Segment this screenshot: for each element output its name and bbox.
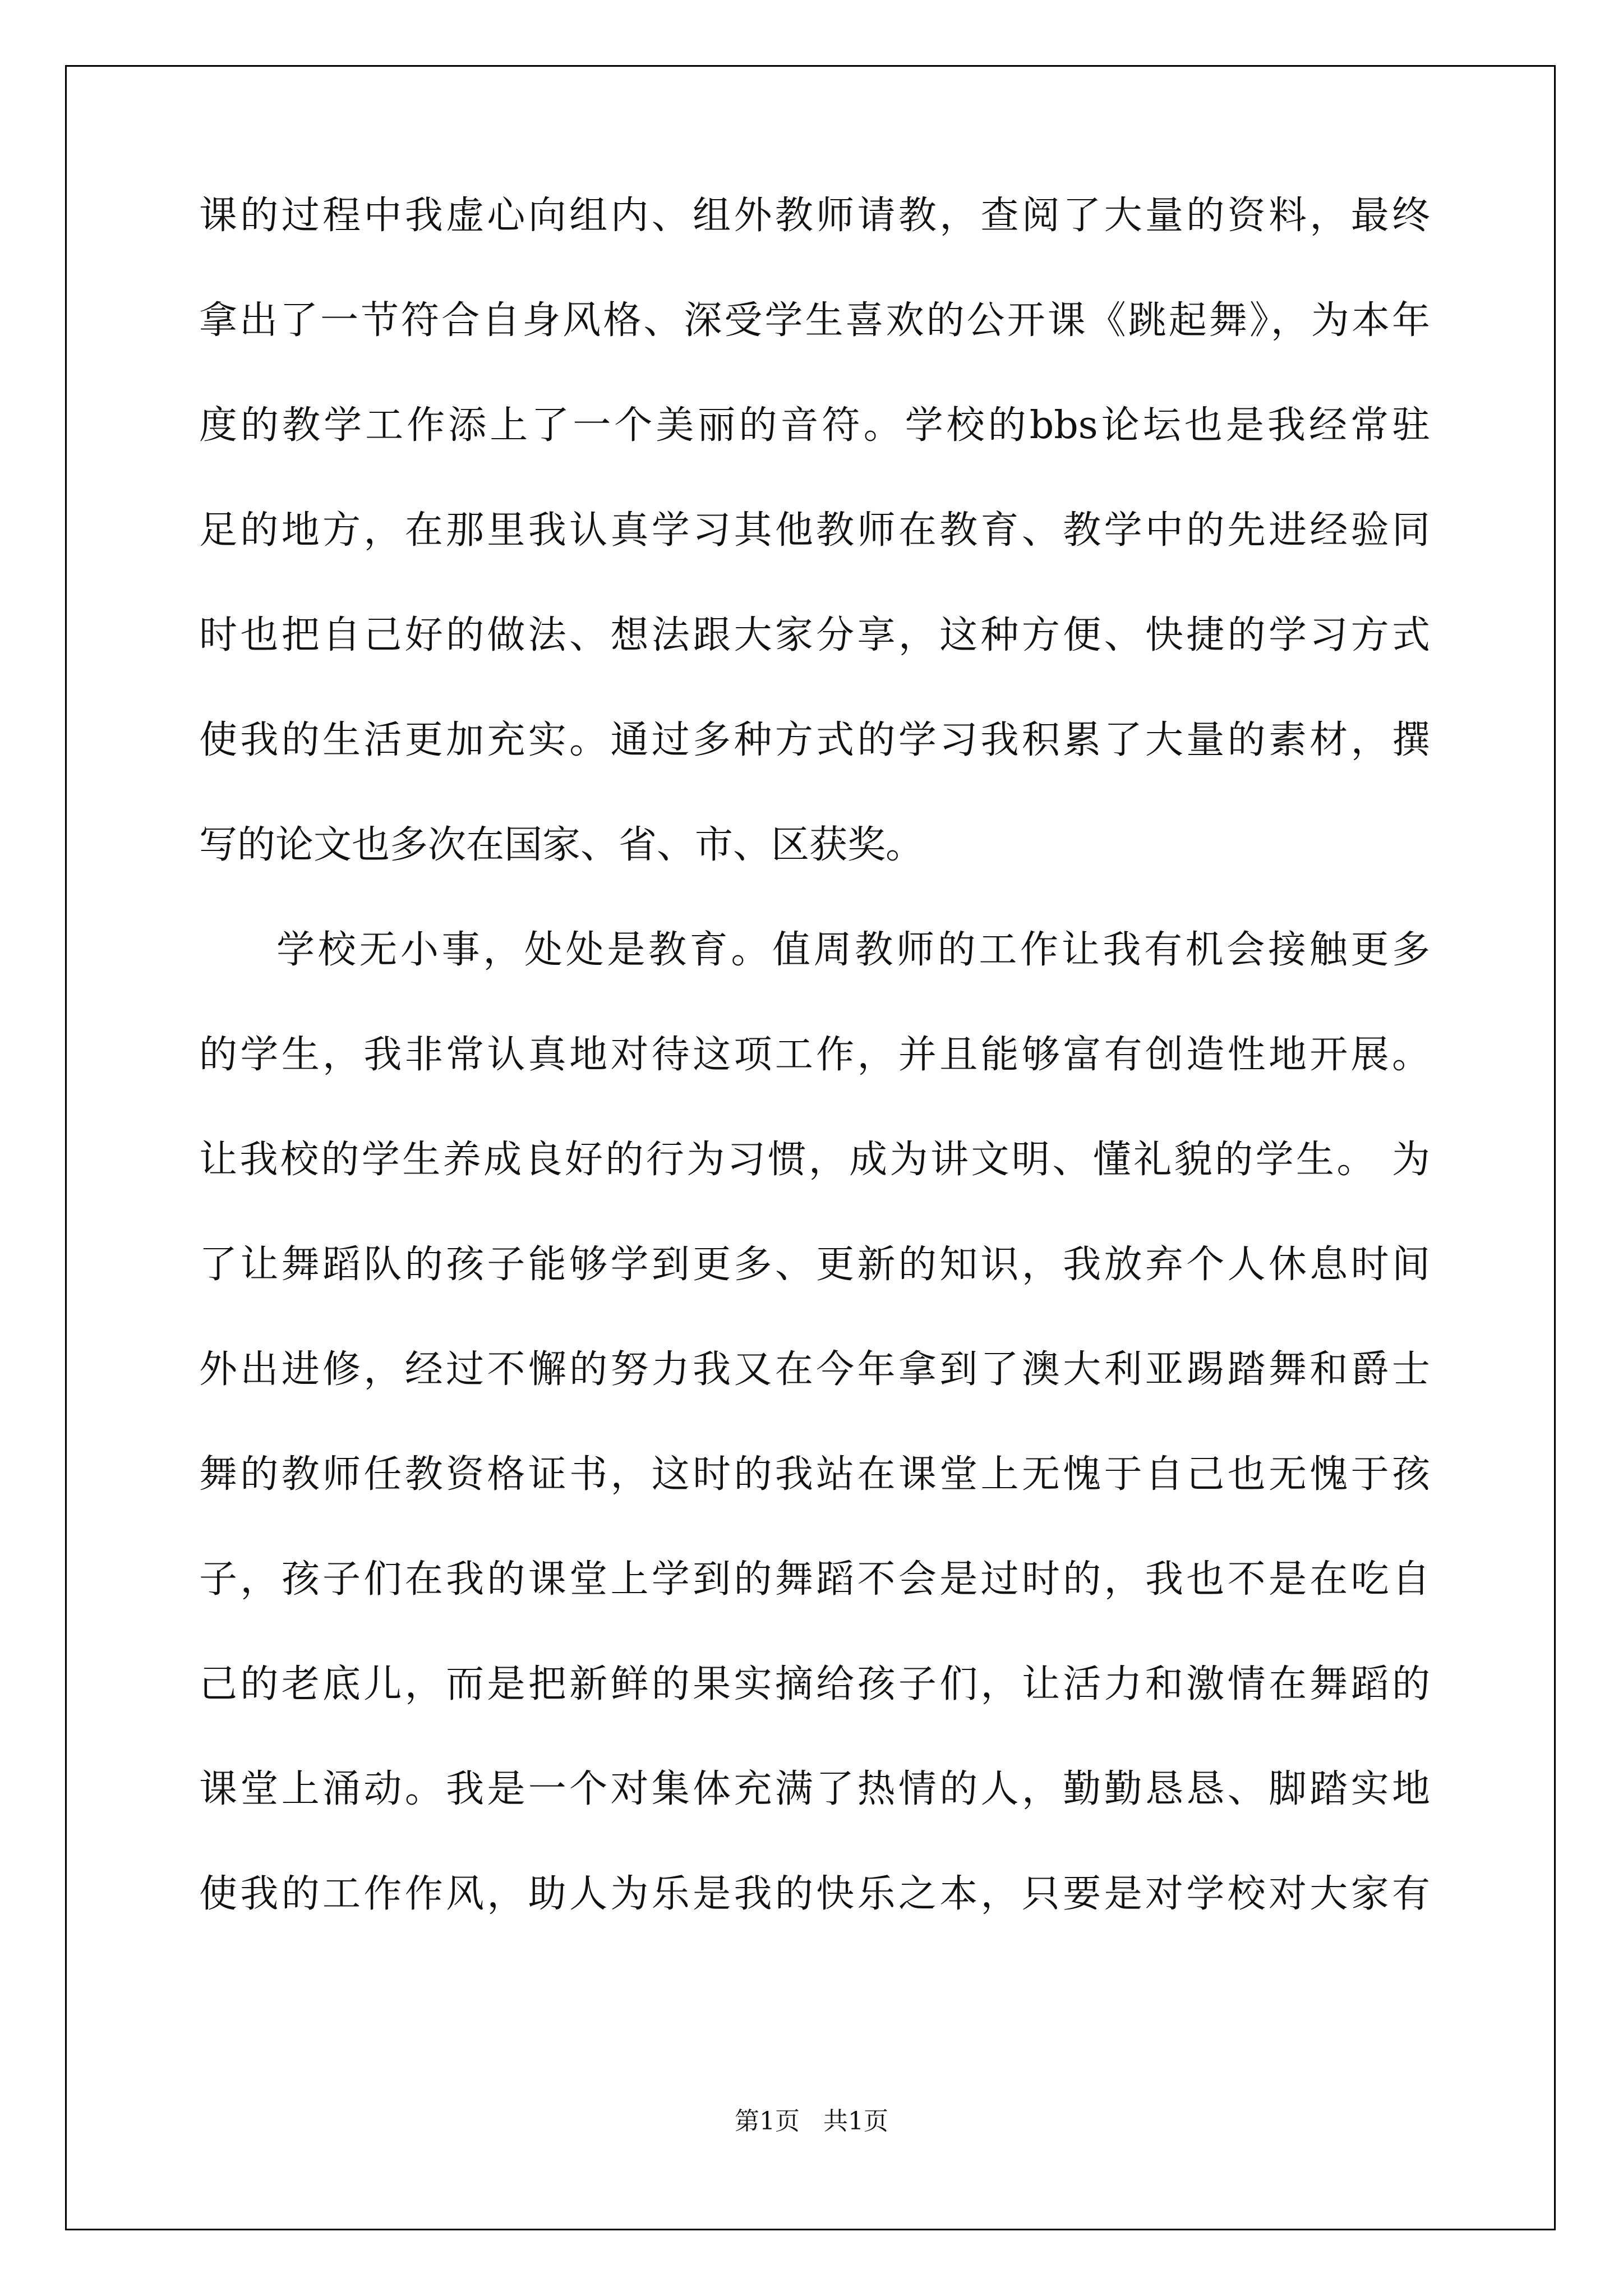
paragraph-start-line: 学校无小事，处处是教育。值周教师的工作让我有机会接触更多	[276, 928, 1430, 972]
text-line: 己的老底儿，而是把新鲜的果实摘给孩子们，让活力和激情在舞蹈的	[199, 1662, 1430, 1706]
text-line: 使我的生活更加充实。通过多种方式的学习我积累了大量的素材，撰	[199, 718, 1430, 762]
text-line: 外出进修，经过不懈的努力我又在今年拿到了澳大利亚踢踏舞和爵士	[199, 1347, 1430, 1392]
page-number-footer: 第1页 共1页	[735, 2107, 888, 2136]
text-line: 使我的工作作风，助人为乐是我的快乐之本，只要是对学校对大家有	[199, 1872, 1430, 1916]
text-line: 写的论文也多次在国家、省、市、区获奖。	[199, 823, 924, 867]
text-line: 让我校的学生养成良好的行为习惯，成为讲文明、懂礼貌的学生。 为	[199, 1138, 1430, 1182]
text-line: 了让舞蹈队的孩子能够学到更多、更新的知识，我放弃个人休息时间	[199, 1243, 1430, 1287]
text-line: 舞的教师任教资格证书，这时的我站在课堂上无愧于自己也无愧于孩	[199, 1452, 1430, 1497]
text-line: 度的教学工作添上了一个美丽的音符。学校的bbs论坛也是我经常驻	[199, 403, 1430, 448]
text-line: 课堂上涌动。我是一个对集体充满了热情的人，勤勤恳恳、脚踏实地	[199, 1767, 1430, 1811]
text-line: 课的过程中我虚心向组内、组外教师请教，查阅了大量的资料，最终	[199, 194, 1430, 238]
text-line: 的学生，我非常认真地对待这项工作，并且能够富有创造性地开展。	[199, 1033, 1430, 1077]
text-line: 足的地方，在那里我认真学习其他教师在教育、教学中的先进经验同	[199, 508, 1430, 553]
document-body	[199, 188, 1430, 1971]
text-line: 拿出了一节符合自身风格、深受学生喜欢的公开课《跳起舞》，为本年	[199, 298, 1430, 343]
text-line: 子，孩子们在我的课堂上学到的舞蹈不会是过时的，我也不是在吃自	[199, 1557, 1430, 1602]
text-line: 时也把自己好的做法、想法跟大家分享，这种方便、快捷的学习方式	[199, 613, 1430, 657]
